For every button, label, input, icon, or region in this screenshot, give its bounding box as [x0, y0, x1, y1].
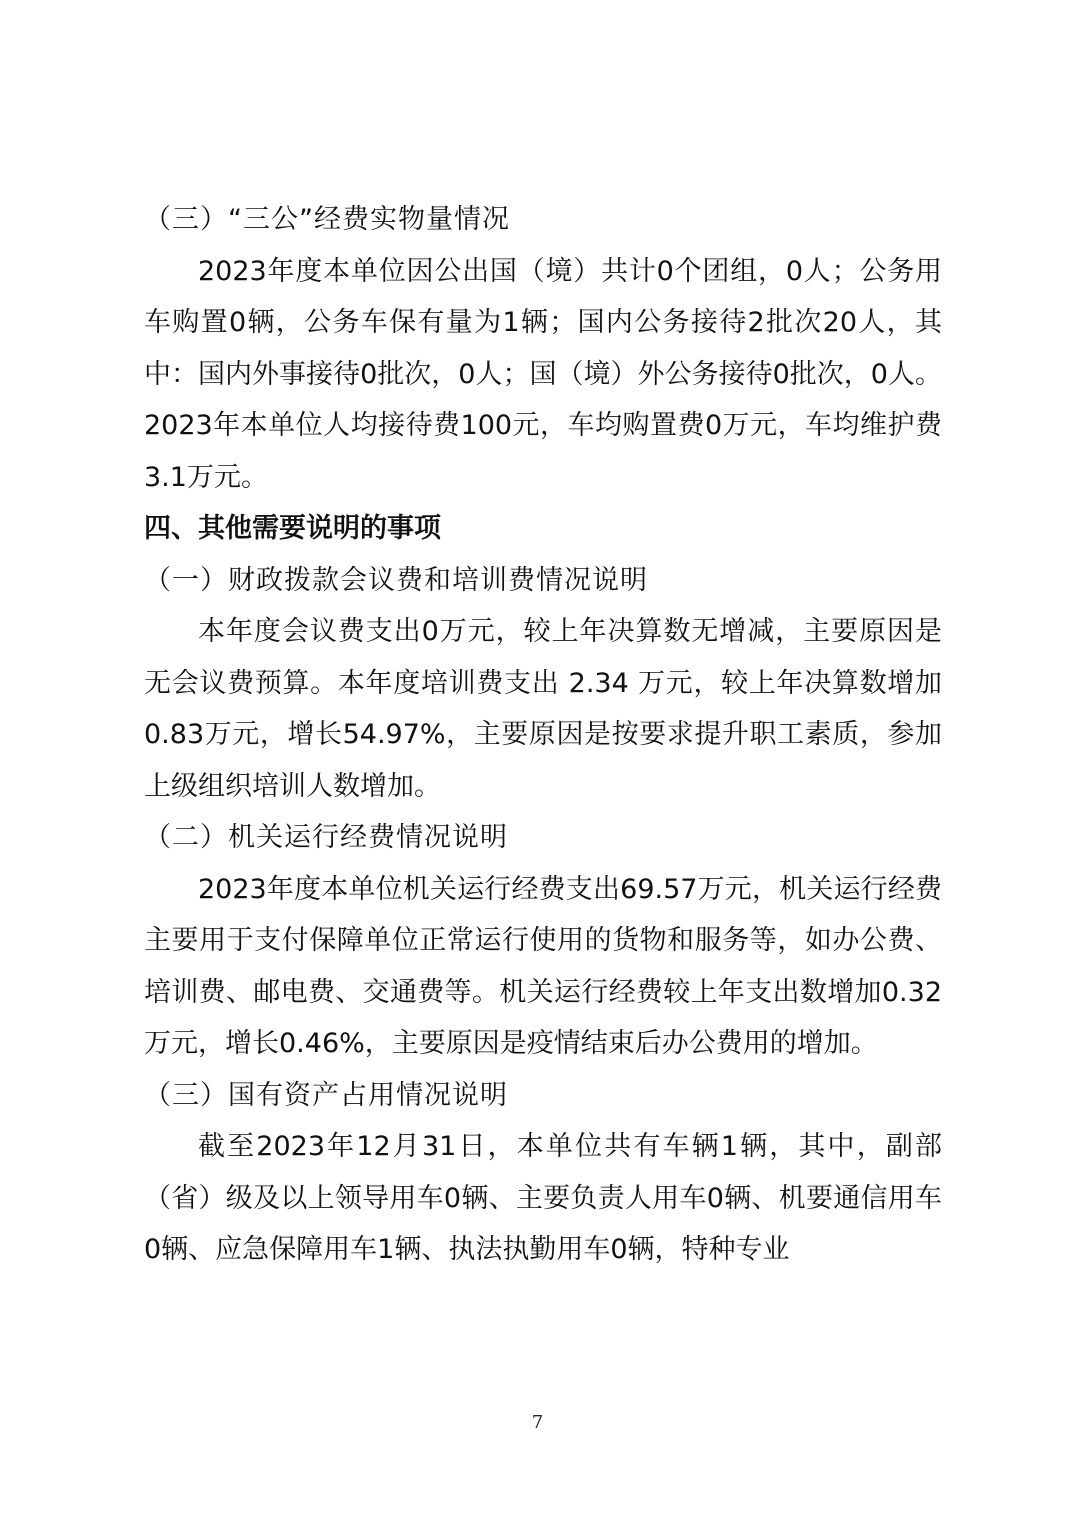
- section-4-3-heading: （三）国有资产占用情况说明: [144, 1079, 508, 1111]
- paragraph-official-expenses-quantities: 2023年度本单位因公出国（境）共计0个团组，0人；公务用车购置0辆，公务车保有量为1辆；国内公务接待2批次20人，其中：国内外事接待0批次，0人；国（境）外公务接待0批次，0人。2023年本单位人均接待费100元，车均购置费0万元，车均维护费3.1万元。: [144, 255, 942, 493]
- section-4-heading: 四、其他需要说明的事项: [144, 513, 441, 544]
- section-4-2-heading: （二）机关运行经费情况说明: [144, 822, 508, 853]
- section-4-1-heading: （一）财政拨款会议费和培训费情况说明: [144, 564, 648, 596]
- paragraph-state-assets: 截至2023年12月31日，本单位共有车辆1辆，其中，副部（省）级及以上领导用车0辆、主要负责人用车0辆、机要通信用车0辆、应急保障用车1辆、执法执勤用车0辆，特种专业: [144, 1131, 942, 1265]
- document-body: [144, 194, 942, 1276]
- page-number: 7: [531, 1412, 544, 1433]
- paragraph-operating-expenses: 2023年度本单位机关运行经费支出69.57万元，机关运行经费主要用于支付保障单位正常运行使用的货物和服务等，如办公费、培训费、邮电费、交通费等。机关运行经费较上年支出数增加0.32万元，增长0.46%，主要原因是疫情结束后办公费用的增加。: [144, 873, 942, 1059]
- section-3-3-heading: （三）“三公”经费实物量情况: [144, 204, 510, 235]
- paragraph-meeting-training-fees: 本年度会议费支出0万元，较上年决算数无增减，主要原因是无会议费预算。本年度培训费支出 2.34 万元，较上年决算数增加0.83万元，增长54.97%，主要原因是按要求提升职工素质，参加上级组织培训人数增加。: [144, 616, 942, 802]
